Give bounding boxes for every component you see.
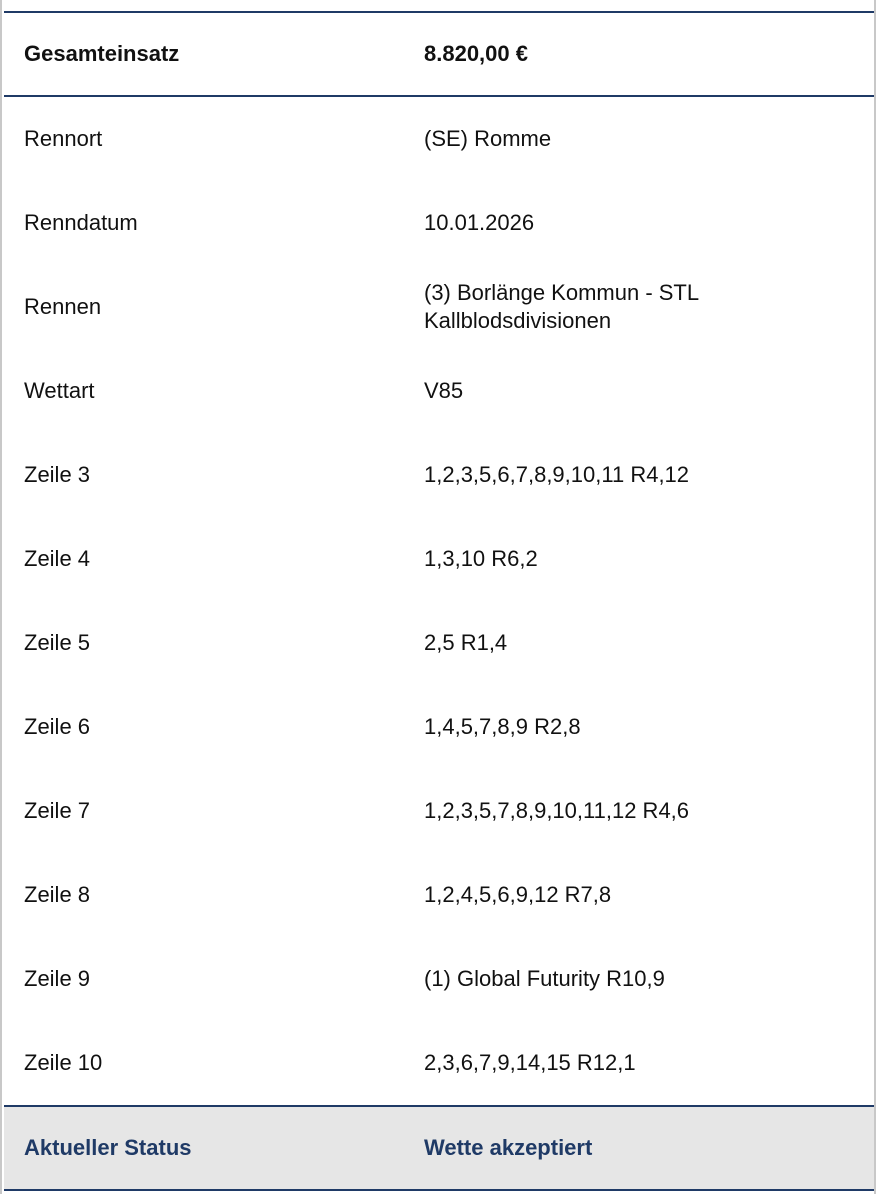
race-date-label: Renndatum (24, 210, 138, 235)
detail-row-line-10 (4, 1021, 874, 1105)
line-6-label: Zeile 6 (24, 714, 91, 739)
bet-type-label: Wettart (24, 378, 95, 403)
status-row (4, 1105, 874, 1191)
line-4-value: 1,3,10 R6,2 (424, 546, 538, 571)
line-10-value: 2,3,6,7,9,14,15 R12,1 (424, 1050, 636, 1075)
line-5-value: 2,5 R1,4 (424, 630, 508, 655)
total-stake-label: Gesamteinsatz (24, 41, 180, 66)
bet-details-table (4, 11, 874, 1191)
race-date-value: 10.01.2026 (424, 210, 535, 235)
total-stake-row (4, 13, 874, 97)
race-location-label: Rennort (24, 126, 103, 151)
detail-row-line-8 (4, 853, 874, 937)
bet-type-value: V85 (424, 378, 464, 403)
line-8-label: Zeile 8 (24, 882, 91, 907)
detail-row-bet-type (4, 349, 874, 433)
detail-row-line-4 (4, 517, 874, 601)
line-7-value: 1,2,3,5,7,8,9,10,11,12 R4,6 (424, 798, 690, 823)
line-3-value: 1,2,3,5,6,7,8,9,10,11 R4,12 (424, 462, 690, 487)
detail-row-line-3 (4, 433, 874, 517)
race-value: (3) Borlänge Kommun - STL Kallblodsdivisionen (424, 280, 699, 333)
detail-row-race-date (4, 181, 874, 265)
line-8-value: 1,2,4,5,6,9,12 R7,8 (424, 882, 612, 907)
detail-row-line-5 (4, 601, 874, 685)
detail-row-race-location (4, 97, 874, 181)
line-10-label: Zeile 10 (24, 1050, 103, 1075)
status-value: Wette akzeptiert (424, 1135, 593, 1160)
detail-row-race (4, 265, 874, 349)
detail-row-line-9 (4, 937, 874, 1021)
total-stake-value: 8.820,00 € (424, 41, 528, 66)
race-location-value: (SE) Romme (424, 126, 552, 151)
line-9-label: Zeile 9 (24, 966, 91, 991)
line-6-value: 1,4,5,7,8,9 R2,8 (424, 714, 581, 739)
line-3-label: Zeile 3 (24, 462, 91, 487)
detail-row-line-6 (4, 685, 874, 769)
line-5-label: Zeile 5 (24, 630, 91, 655)
line-9-value: (1) Global Futurity R10,9 (424, 966, 665, 991)
race-label: Rennen (24, 294, 102, 319)
line-7-label: Zeile 7 (24, 798, 91, 823)
line-4-label: Zeile 4 (24, 546, 91, 571)
status-label: Aktueller Status (24, 1135, 192, 1160)
detail-row-line-7 (4, 769, 874, 853)
